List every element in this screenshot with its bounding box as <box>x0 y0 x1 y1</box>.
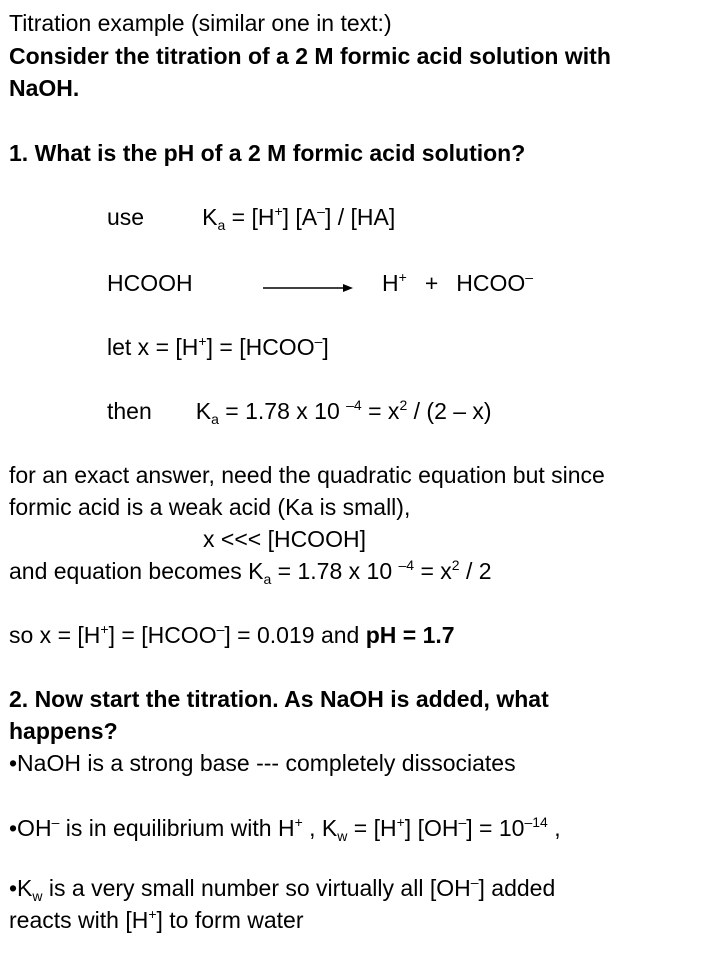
bullet-kw-small-line-1: $•K_w$ is a very small number so virtually all [OH–] added <box>9 874 556 904</box>
intro-line-1: Consider the titration of a 2 M formic acid solution with <box>9 43 611 69</box>
question-2-line-1: 2. Now start the titration. As NaOH is added, what <box>9 686 549 712</box>
bullet-kw-small-line-2: reacts with [H+] to form water <box>9 906 304 933</box>
intro-line-2: NaOH. <box>9 75 80 101</box>
question-1: 1. What is the pH of a 2 M formic acid solution? <box>9 140 526 166</box>
reaction-arrow-icon <box>263 282 353 294</box>
exact-answer-line-1: for an exact answer, need the quadratic equation but since <box>9 462 605 488</box>
let-x-definition: let x = [H+] = [HCOO–] <box>107 333 329 360</box>
bullet-strong-base: •NaOH is a strong base --- completely dissociates <box>9 750 516 776</box>
result-line: so x = [H+] = [HCOO–] = 0.019 and pH = 1.7 <box>9 621 455 648</box>
bullet-kw-equilibrium: •OH– is in equilibrium with H+ , $K_w = [H^+] [OH^-] = 10^{-14}$ , <box>9 814 561 844</box>
reaction-reactant: HCOOH <box>107 270 193 296</box>
reaction-products: H+ + HCOO– <box>382 269 534 296</box>
approximation: x <<< [HCOOH] <box>203 526 366 552</box>
ka-definition: use $K_a = [H^+]$ [A–] / [HA] <box>107 203 396 233</box>
ka-equation: then $K_a = 1.78$ x 10 $^{-4} = x^2 / (2 - x)$ <box>107 397 492 427</box>
simplified-equation: and equation becomes $K_a = 1.78$ x 10 $^{-4} = x^2 / 2$ <box>9 557 492 587</box>
heading: Titration example (similar one in text:) <box>9 10 392 36</box>
question-2-line-2: happens? <box>9 718 118 744</box>
exact-answer-line-2: formic acid is a weak acid (Ka is small), <box>9 494 411 520</box>
ph-result: pH = 1.7 <box>365 622 455 648</box>
